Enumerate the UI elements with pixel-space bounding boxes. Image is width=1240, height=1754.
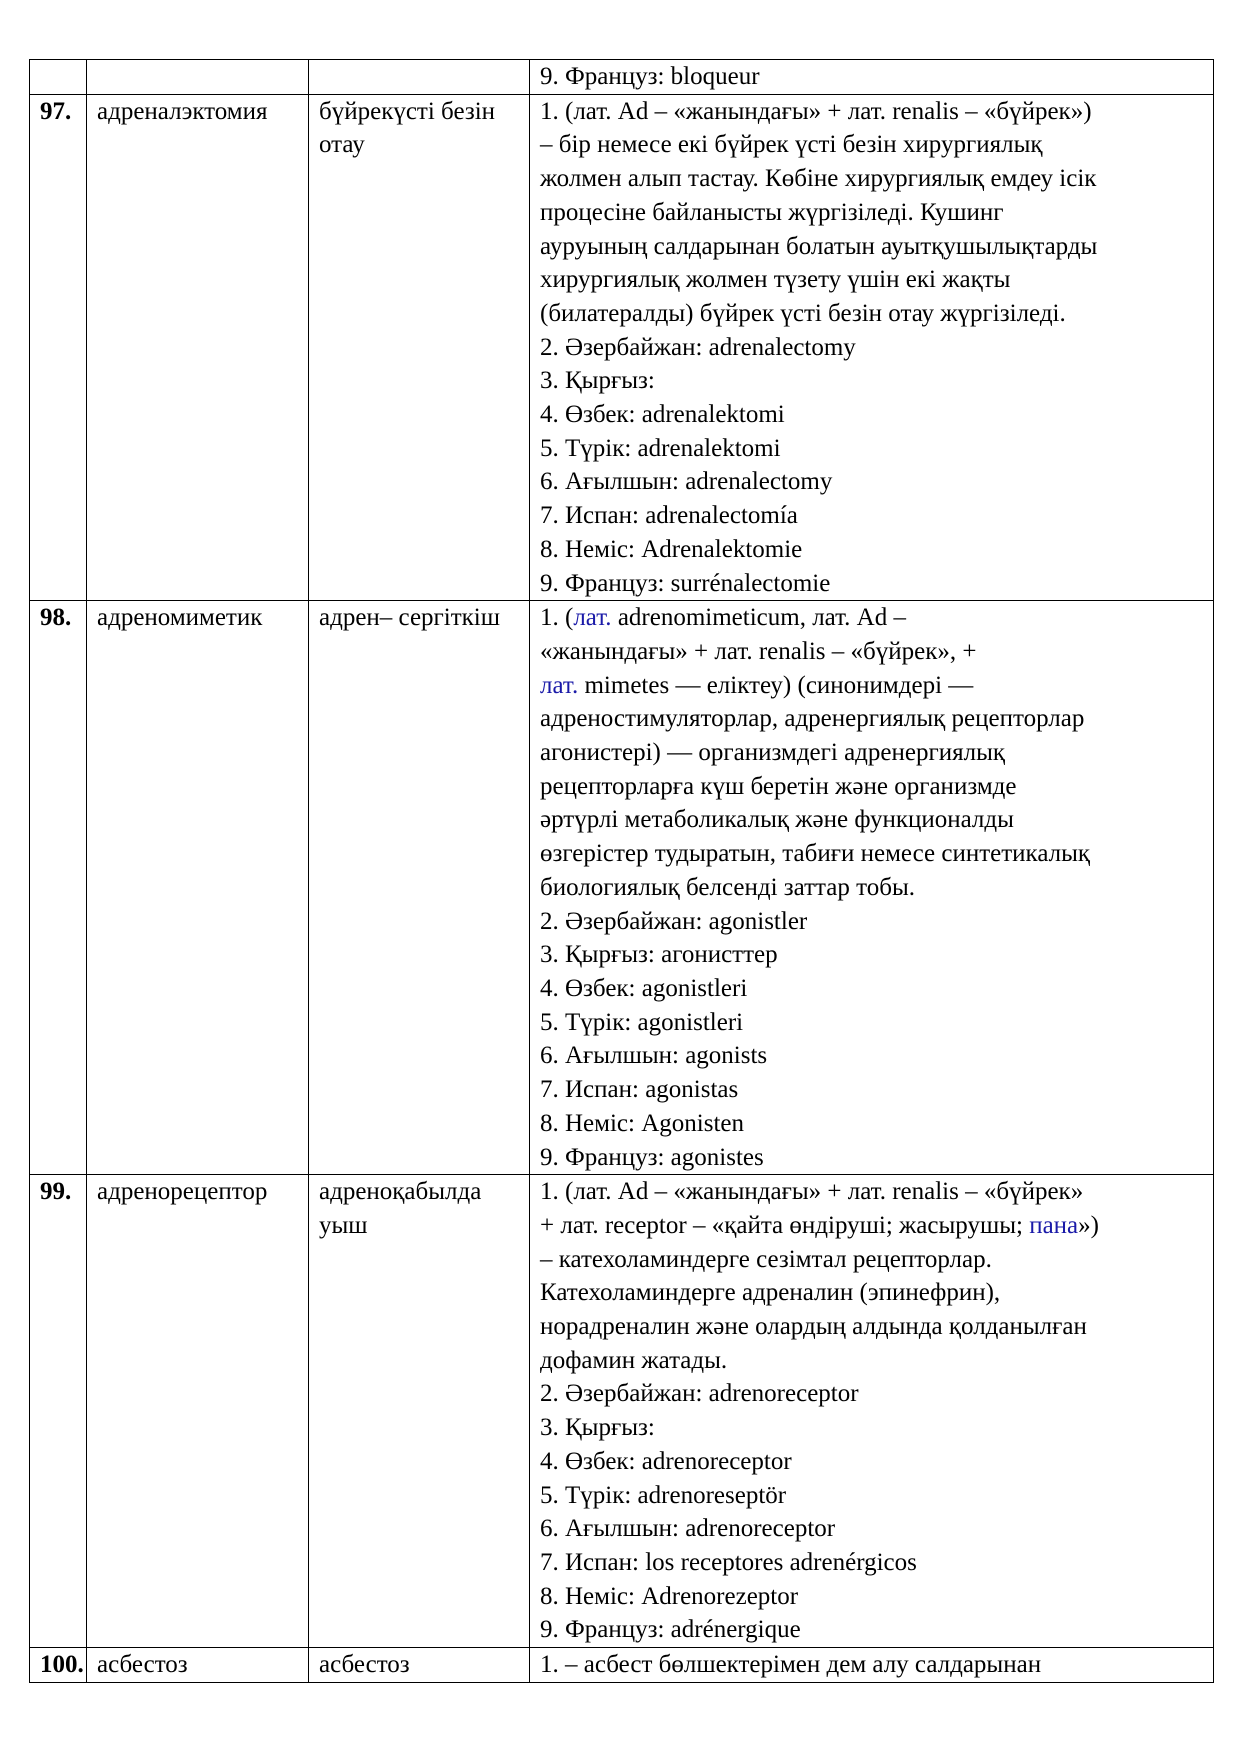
entry-term: адреналэктомия: [87, 94, 309, 601]
definition-line: лат. mimetes — еліктеу) (синонимдері —: [540, 671, 974, 699]
entry-definition: [530, 1175, 1214, 1648]
table-row: [30, 1175, 1214, 1648]
definition-line: 3. Қырғыз: агонисттер: [540, 941, 778, 969]
definition-line: өзгерістер тудыратын, табиғи немесе синтетикалық: [540, 840, 1091, 868]
definition-line: адреностимуляторлар, адренергиялық рецепторлар: [540, 705, 1085, 733]
definition-line: 4. Өзбек: agonistleri: [540, 974, 748, 1002]
entry-term: асбестоз: [87, 1648, 309, 1683]
definition-line: 4. Өзбек: adrenoreceptor: [540, 1447, 792, 1475]
definition-line: Катехоламиндерге адреналин (эпинефрин),: [540, 1279, 1001, 1307]
definition-line: 1. (лат. Ad – «жанындағы» + лат. renalis – «бүйрек»): [540, 97, 1092, 125]
entry-term: [87, 60, 309, 95]
definition-line: 6. Ағылшын: adrenoreceptor: [540, 1515, 836, 1543]
entry-definition: [530, 601, 1214, 1175]
definition-line: 8. Неміс: Adrenorezeptor: [540, 1582, 799, 1610]
entry-number: 97.: [30, 94, 87, 601]
entry-translation: асбестоз: [309, 1648, 530, 1683]
entry-number: 99.: [30, 1175, 87, 1648]
table-row: [30, 601, 1214, 1175]
definition-line: ауруының салдарынан болатын ауытқушылықтарды: [540, 232, 1098, 260]
definition-line: (билатералды) бүйрек үсті безін отау жүргізіледі.: [540, 299, 1066, 327]
definition-line: 1. (лат. adrenomimeticum, лат. Ad –: [540, 604, 906, 632]
entry-translation: [309, 60, 530, 95]
definition-line: 2. Әзербайжан: adrenalectomy: [540, 333, 856, 361]
entry-translation: адрен– сергіткіш: [309, 601, 530, 1175]
definition-line: процесіне байланысты жүргізіледі. Кушинг: [540, 198, 1004, 226]
definition-line: 6. Ағылшын: agonists: [540, 1042, 768, 1070]
table-row: [30, 94, 1214, 601]
definition-line: + лат. receptor – «қайта өндіруші; жасырушы; пана»): [540, 1211, 1099, 1239]
definition-line: 9. Француз: agonistes: [540, 1143, 764, 1171]
entry-number: 98.: [30, 601, 87, 1175]
definition-line: 1. – асбест бөлшектерімен дем алу салдарынан: [540, 1651, 1042, 1679]
definition-line: 6. Ағылшын: adrenalectomy: [540, 468, 833, 496]
definition-line: 9. Француз: bloqueur: [540, 63, 760, 90]
definition-line: норадреналин және олардың алдында қолданылған: [540, 1313, 1087, 1341]
definition-line: 2. Әзербайжан: adrenoreceptor: [540, 1380, 859, 1408]
definition-line: 3. Қырғыз:: [540, 1414, 655, 1442]
definition-line: 1. (лат. Ad – «жанындағы» + лат. renalis – «бүйрек»: [540, 1178, 1084, 1206]
definition-line: «жанындағы» + лат. renalis – «бүйрек», +: [540, 637, 977, 665]
definition-line: 5. Түрік: adrenalektomi: [540, 434, 781, 462]
definition-line: 7. Испан: agonistas: [540, 1076, 739, 1104]
definition-line: биологиялық белсенді заттар тобы.: [540, 873, 915, 901]
definition-line: 8. Неміс: Adrenalektomie: [540, 535, 803, 563]
definition-line: 7. Испан: los receptores adrenérgicos: [540, 1548, 917, 1576]
entry-definition: [530, 60, 1214, 95]
definition-line: 5. Түрік: agonistleri: [540, 1008, 744, 1036]
definition-line: рецепторларға күш беретін және организмде: [540, 772, 1017, 800]
table-row: [30, 1648, 1214, 1683]
entry-number: 100.: [30, 1648, 87, 1683]
latin-term: пана: [1029, 1211, 1079, 1239]
entry-translation: бүйрекүсті безін отау: [309, 94, 530, 601]
definition-line: 8. Неміс: Agonisten: [540, 1109, 744, 1137]
entry-definition: [530, 1648, 1214, 1683]
definition-line: – катехоламиндерге сезімтал рецепторлар.: [540, 1245, 992, 1273]
definition-line: 3. Қырғыз:: [540, 367, 655, 395]
entry-definition: [530, 94, 1214, 601]
definition-line: 4. Өзбек: adrenalektomi: [540, 401, 785, 429]
definition-line: жолмен алып тастау. Көбіне хирургиялық емдеу ісік: [540, 165, 1097, 193]
definition-line: 5. Түрік: adrenoreseptör: [540, 1481, 787, 1509]
entry-number: [30, 60, 87, 95]
definition-line: 9. Француз: surrénalectomie: [540, 569, 831, 597]
definition-line: 7. Испан: adrenalectomía: [540, 502, 798, 530]
definition-line: агонистері) — организмдегі адренергиялық: [540, 739, 1006, 767]
table-row: [30, 60, 1214, 95]
dictionary-table: [29, 59, 1214, 1683]
entry-translation: адреноқабылда уыш: [309, 1175, 530, 1648]
definition-line: дофамин жатады.: [540, 1346, 728, 1374]
entry-term: адренорецептор: [87, 1175, 309, 1648]
definition-line: 2. Әзербайжан: agonistler: [540, 907, 808, 935]
definition-line: хирургиялық жолмен түзету үшін екі жақты: [540, 266, 1011, 294]
latin-term: лат.: [573, 604, 612, 632]
definition-line: әртүрлі метаболикалық және функционалды: [540, 806, 1014, 834]
definition-line: – бір немесе екі бүйрек үсті безін хирургиялық: [540, 131, 1043, 159]
definition-line: 9. Француз: adrénergique: [540, 1616, 801, 1644]
entry-term: адреномиметик: [87, 601, 309, 1175]
latin-term: лат.: [540, 671, 579, 699]
